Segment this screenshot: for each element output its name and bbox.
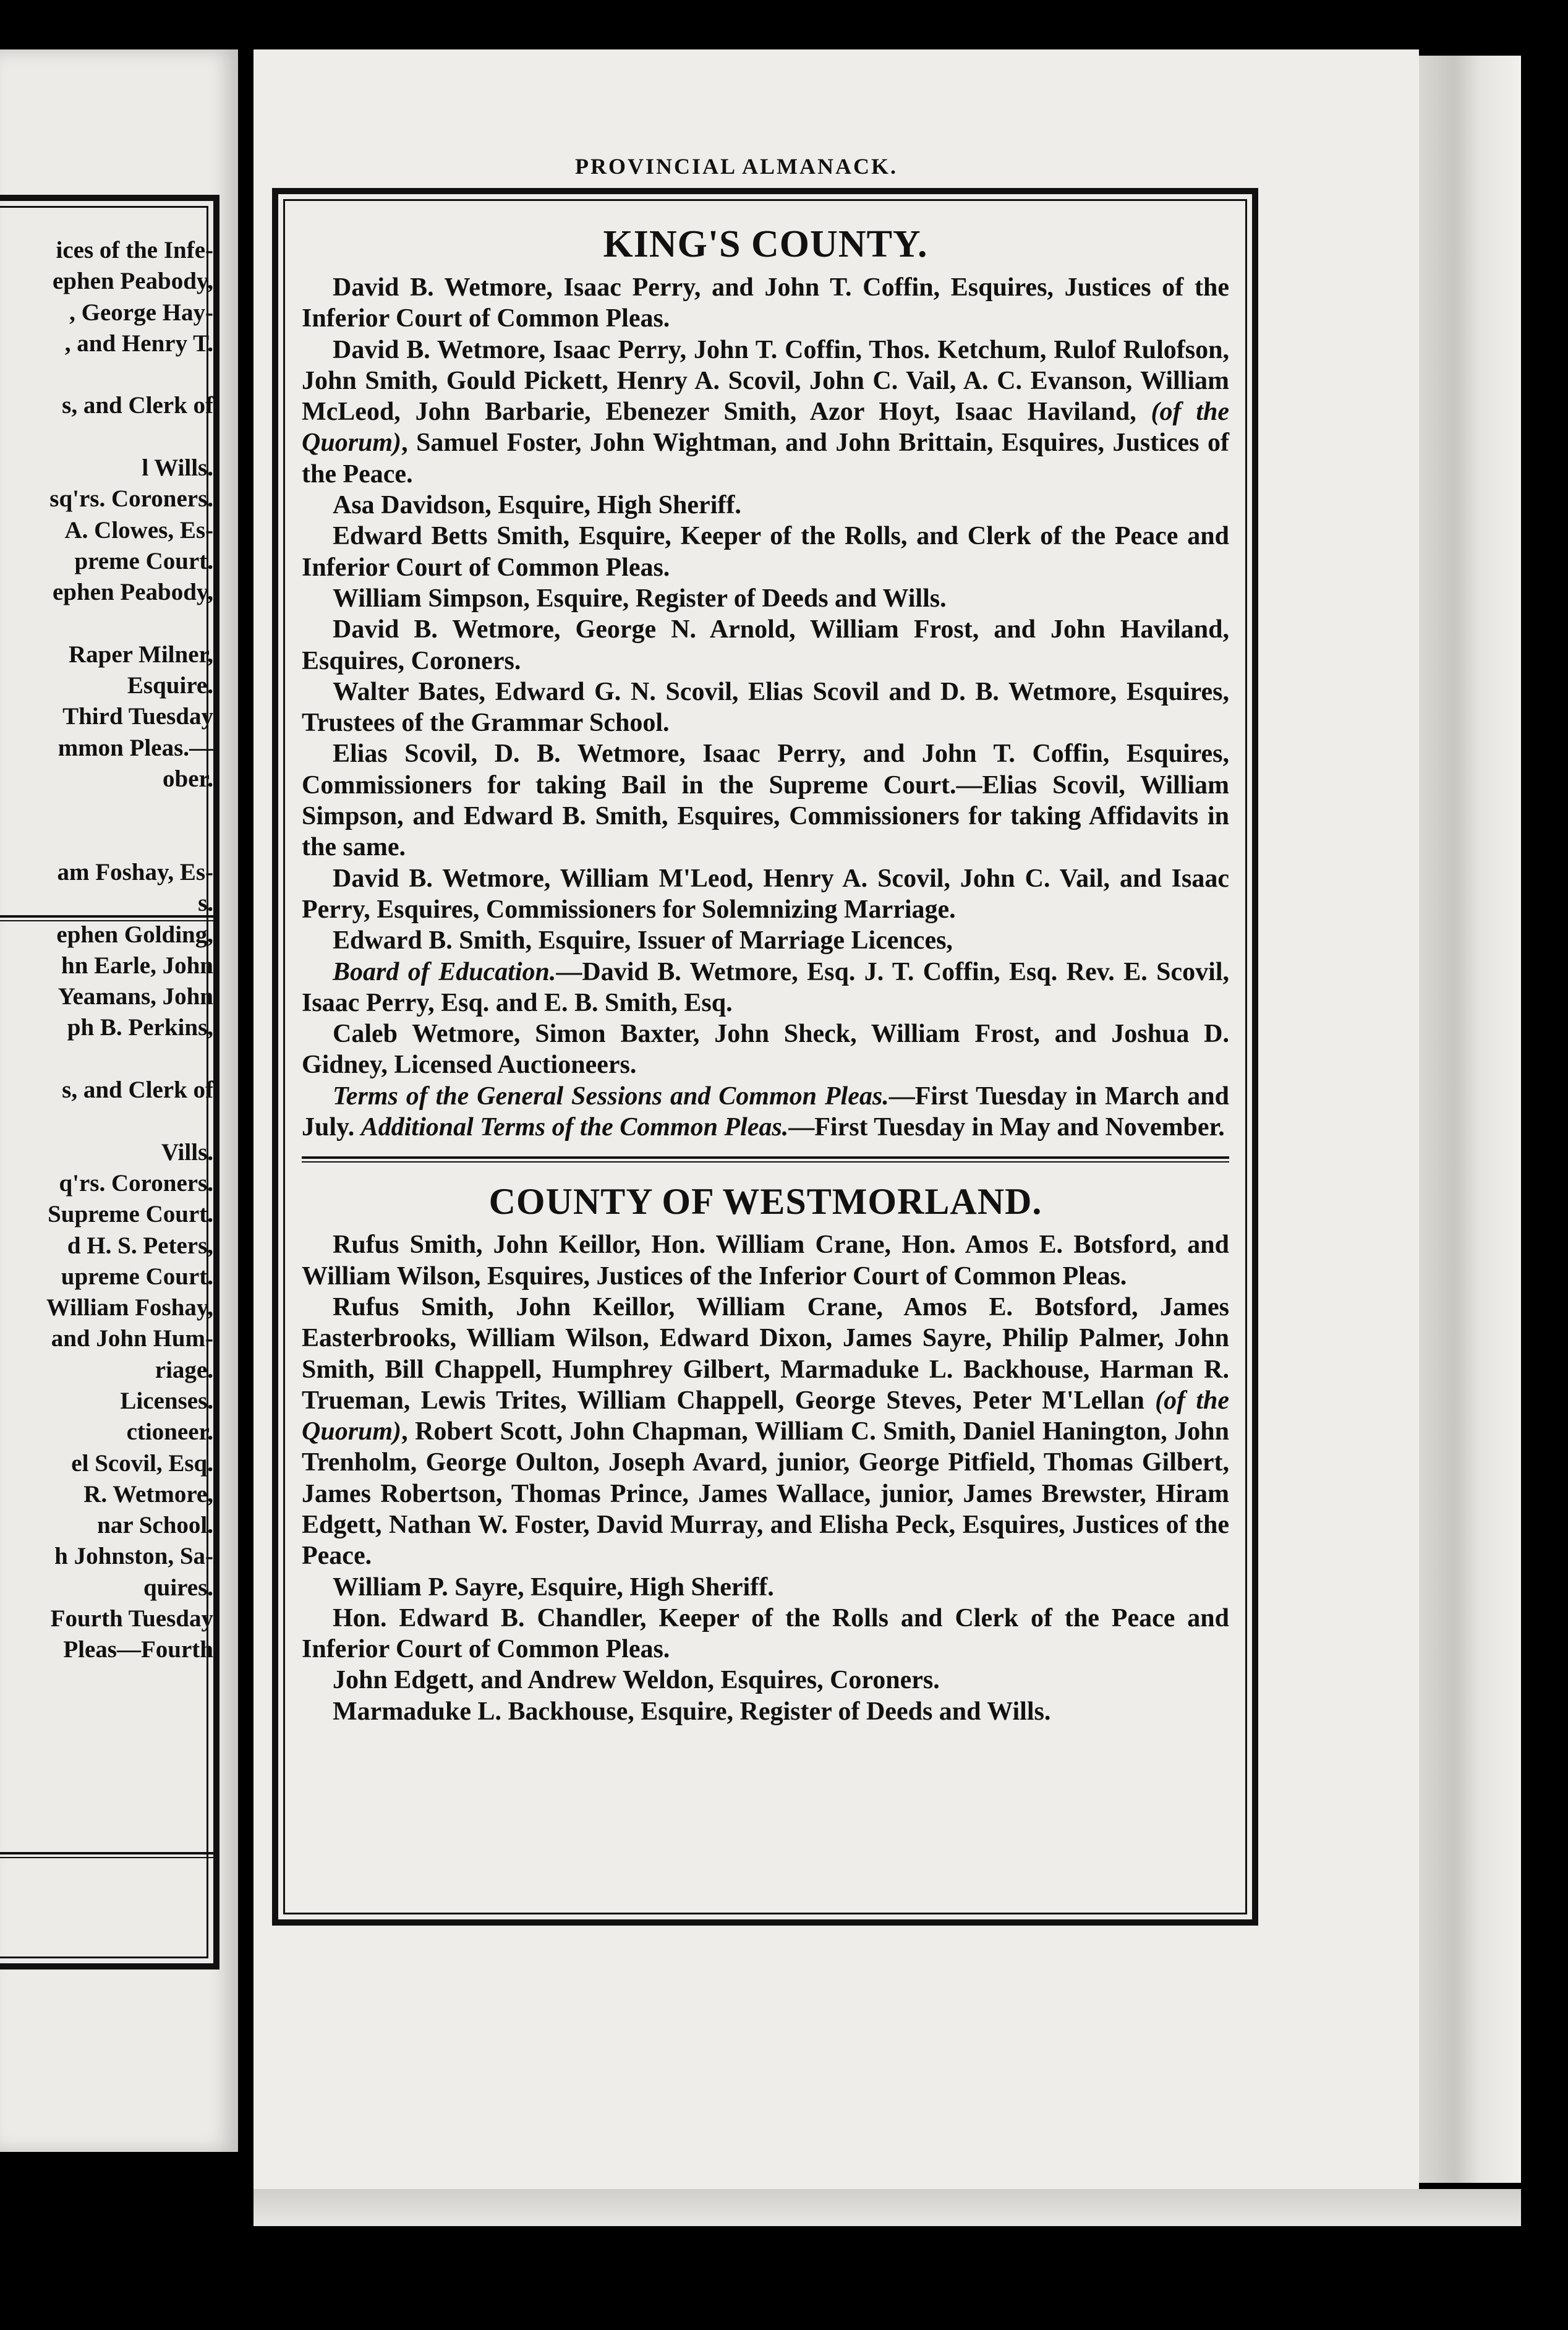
left-page-line: Raper Milner, <box>69 641 213 668</box>
left-page-line: R. Wetmore, <box>83 1480 213 1508</box>
entry-paragraph: David B. Wetmore, Isaac Perry, John T. Coffin, Thos. Ketchum, Rulof Rulofson, John Smith, Gould Pickett, Henry A. Scovil, John C. Vail, A. C. Evanson, William McLeod, John Barbarie, Ebenezer Smith, Azor Hoyt, Isaac Haviland, (of the Quorum), Samuel Foster, John Wightman, and John Brittain, Esquires, Justices of the Peace. <box>302 335 1229 489</box>
left-page-line: hn Earle, John <box>61 952 213 979</box>
entry-paragraph: Asa Davidson, Esquire, High Sheriff. <box>333 491 741 520</box>
page-stack-edge <box>1419 56 1521 2183</box>
left-page-line: ctioneer. <box>126 1419 213 1446</box>
entry-paragraph: William P. Sayre, Esquire, High Sheriff. <box>333 1573 774 1602</box>
kings-county-entries <box>302 272 1229 1143</box>
left-page-line <box>46 422 213 453</box>
left-page-line: s, and Clerk of <box>62 1077 213 1104</box>
left-page-line <box>46 608 213 639</box>
left-page-text <box>46 235 213 1666</box>
left-page-line <box>46 359 213 390</box>
entry-paragraph: Rufus Smith, John Keillor, Hon. William Crane, Hon. Amos E. Botsford, and William Wilson, Esquires, Justices of the Inferior Court of Common Pleas. <box>302 1231 1229 1291</box>
left-page-line: Third Tuesday <box>62 703 213 730</box>
page-title: PROVINCIAL ALMANACK. <box>575 154 898 179</box>
left-page-line: l Wills. <box>142 454 213 482</box>
left-page-line: ephen Peabody, <box>52 268 213 295</box>
left-page-line: q'rs. Coroners. <box>59 1169 213 1197</box>
left-page-line: upreme Court. <box>61 1263 213 1290</box>
left-page-line: and John Hum- <box>51 1325 213 1352</box>
left-page-line: , George Hay- <box>69 299 213 326</box>
entry-paragraph: David B. Wetmore, William M'Leod, Henry A. Scovil, John C. Vail, and Isaac Perry, Esquires, Commissioners for Solemnizing Marriage. <box>302 864 1229 924</box>
entry-paragraph: Rufus Smith, John Keillor, William Crane, Amos E. Botsford, James Easterbrooks, William Wilson, Edward Dixon, James Sayre, Philip Palmer, John Smith, Bill Chappell, Humphrey Gilbert, Marmaduke L. Backhouse, Harman R. Trueman, Lewis Trites, William Chappell, George Steves, Peter M'Lellan (of the Quorum), Robert Scott, John Chapman, William C. Smith, Daniel Hanington, John Trenholm, George Oulton, Joseph Avard, junior, George Pitfield, Thomas Gilbert, James Robertson, Thomas Prince, James Wallace, junior, James Brewster, Hiram Edgett, Nathan W. Foster, David Murray, and Elisha Peck, Esquires, Justices of the Peace. <box>302 1292 1229 1571</box>
left-page-line <box>46 1106 213 1137</box>
entry-paragraph: David B. Wetmore, George N. Arnold, William Frost, and John Haviland, Esquires, Coroners. <box>302 615 1229 675</box>
left-page-line: A. Clowes, Es- <box>64 516 213 544</box>
left-page-line: am Foshay, Es- <box>57 858 213 885</box>
left-page-line: Esquire. <box>127 672 213 699</box>
section-divider <box>302 1156 1229 1163</box>
left-page-line: s. <box>198 890 213 917</box>
left-page-line: h Johnston, Sa- <box>54 1543 213 1570</box>
page-bottom-edge <box>254 2189 1521 2226</box>
left-page-line: s, and Clerk of <box>62 392 213 419</box>
left-page-line: preme Court. <box>74 547 213 574</box>
left-page-line: ephen Golding, <box>56 921 213 948</box>
left-page-line: nar School. <box>97 1512 213 1539</box>
left-page-divider <box>0 915 219 921</box>
entry-paragraph: Hon. Edward B. Chandler, Keeper of the Rolls and Clerk of the Peace and Inferior Court of Common Pleas. <box>302 1603 1229 1664</box>
left-page-line <box>46 1044 213 1075</box>
left-page-line: Vills. <box>161 1138 213 1166</box>
left-page-line: d H. S. Peters, <box>67 1232 213 1259</box>
entry-paragraph: Walter Bates, Edward G. N. Scovil, Elias Scovil and D. B. Wetmore, Esquires, Trustees of the Grammar School. <box>302 677 1229 738</box>
left-page-line: sq'rs. Coroners. <box>49 485 213 513</box>
entry-paragraph: Marmaduke L. Backhouse, Esquire, Register of Deeds and Wills. <box>333 1697 1051 1726</box>
left-page-line <box>46 795 213 826</box>
entry-paragraph: Terms of the General Sessions and Common Pleas.—First Tuesday in March and July. Additional Terms of the Common Pleas.—First Tuesday in May and November. <box>302 1082 1230 1142</box>
left-page-line: quires. <box>143 1574 213 1601</box>
left-page-line: ices of the Infe- <box>56 237 213 263</box>
westmorland-title: COUNTY OF WESTMORLAND. <box>488 1181 1042 1223</box>
left-page-line: riage. <box>155 1356 213 1383</box>
entry-paragraph: David B. Wetmore, Isaac Perry, and John T. Coffin, Esquires, Justices of the Inferior Court of Common Pleas. <box>302 273 1229 333</box>
left-page-line: Licenses. <box>120 1387 213 1414</box>
entry-paragraph: Elias Scovil, D. B. Wetmore, Isaac Perry, and John T. Coffin, Esquires, Commissioners for taking Bail in the Supreme Court.—Elias Scovil, William Simpson, and Edward B. Smith, Esquires, Commissioners for taking Affidavits in the same. <box>302 740 1229 862</box>
left-page-line: ph B. Perkins, <box>67 1014 213 1041</box>
entry-paragraph: John Edgett, and Andrew Weldon, Esquires, Coroners. <box>333 1666 940 1695</box>
left-page-line <box>46 826 213 857</box>
left-page-line: Supreme Court. <box>48 1201 213 1228</box>
left-page-line: mmon Pleas.— <box>58 734 213 761</box>
entry-paragraph: Board of Education.—David B. Wetmore, Esq. J. T. Coffin, Esq. Rev. E. Scovil, Isaac Perry, Esq. and E. B. Smith, Esq. <box>302 957 1229 1017</box>
left-page-line: ephen Peabody, <box>52 579 213 606</box>
entry-paragraph: Edward Betts Smith, Esquire, Keeper of the Rolls, and Clerk of the Peace and Inferior Court of Common Pleas. <box>302 522 1229 582</box>
left-page-divider <box>0 1852 219 1858</box>
left-page-line: Fourth Tuesday <box>50 1605 213 1632</box>
left-page-line: , and Henry T. <box>64 330 213 357</box>
entry-paragraph: William Simpson, Esquire, Register of Deeds and Wills. <box>333 584 947 613</box>
left-page-line: el Scovil, Esq. <box>71 1449 213 1477</box>
left-page-line: Yeamans, John <box>58 983 213 1010</box>
left-page-line: William Foshay, <box>46 1294 213 1321</box>
left-page-line: Pleas—Fourth <box>63 1636 213 1663</box>
westmorland-entries <box>302 1229 1229 1727</box>
left-facing-page <box>0 49 238 2152</box>
entry-paragraph: Edward B. Smith, Esquire, Issuer of Marriage Licences, <box>333 926 953 955</box>
almanac-content <box>302 216 1229 1727</box>
kings-county-title: KING'S COUNTY. <box>603 223 928 265</box>
entry-paragraph: Caleb Wetmore, Simon Baxter, John Sheck, William Frost, and Joshua D. Gidney, Licensed Auctioneers. <box>302 1020 1229 1080</box>
left-page-line: ober. <box>163 766 213 793</box>
